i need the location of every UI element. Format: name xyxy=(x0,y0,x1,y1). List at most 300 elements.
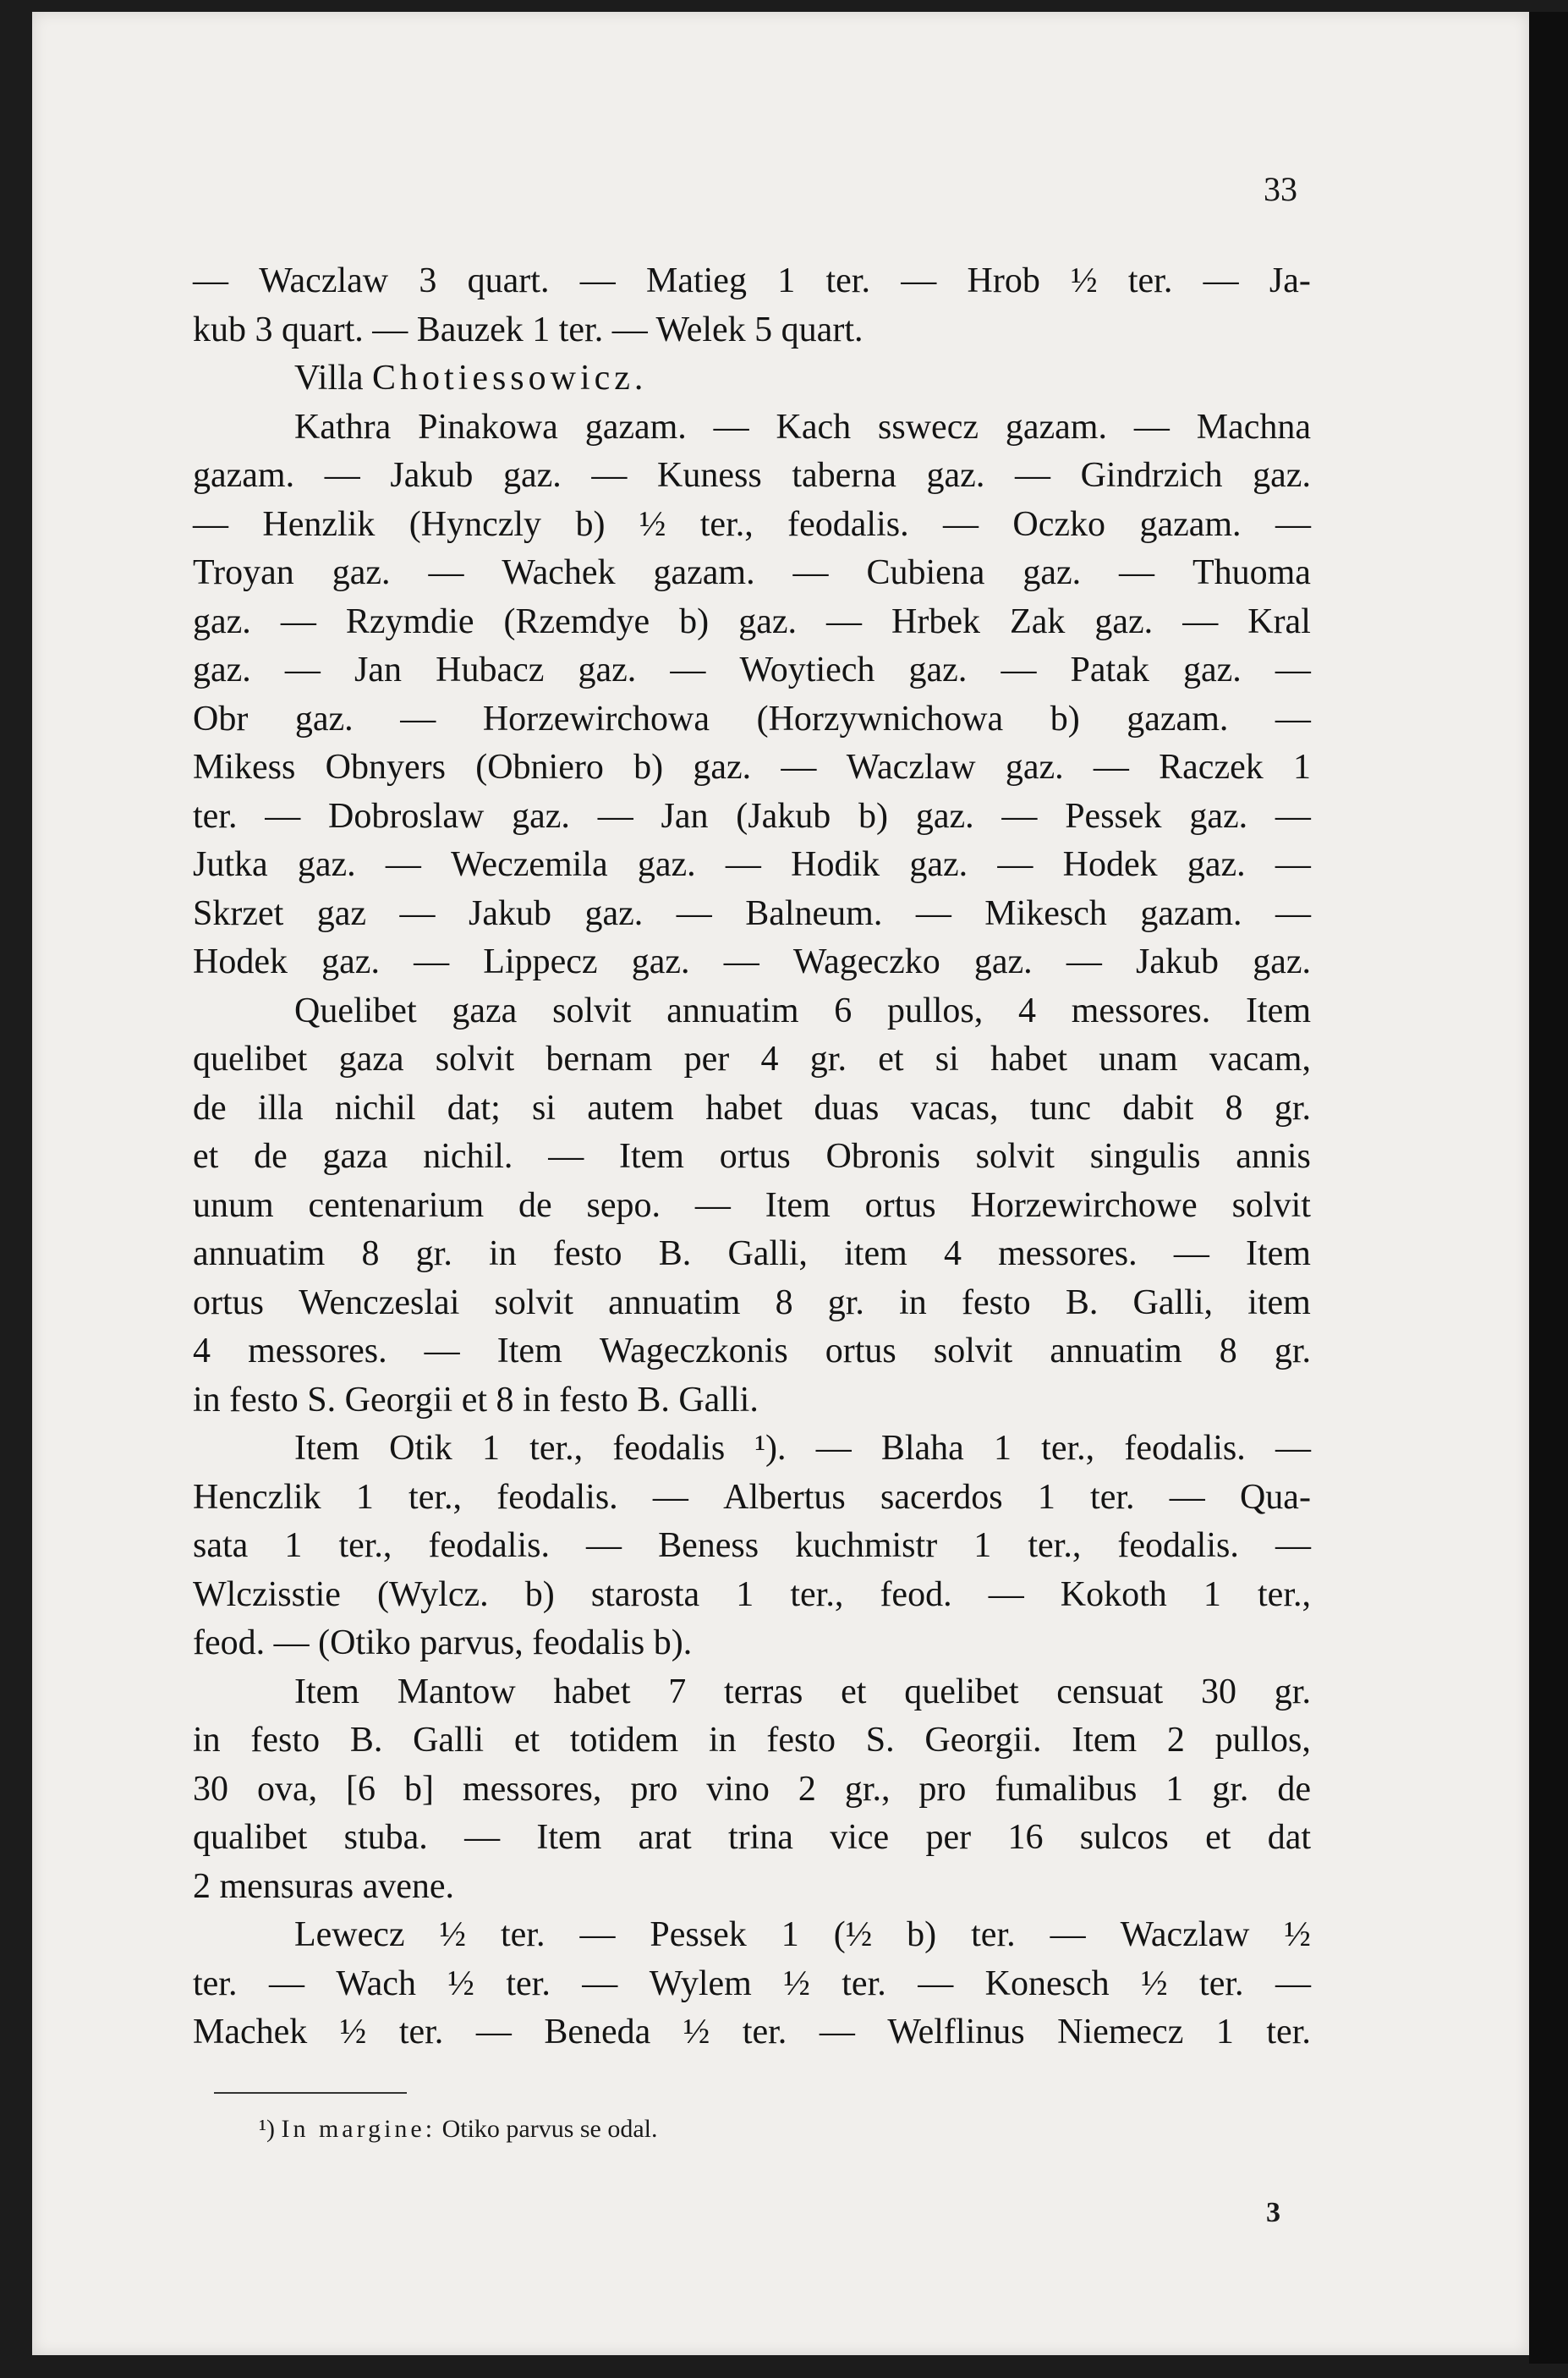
word: ter. xyxy=(825,261,870,300)
word: gr., xyxy=(844,1769,891,1809)
word: Galli xyxy=(413,1721,485,1760)
word: Weczemila xyxy=(451,845,608,884)
word: Hodik xyxy=(791,845,880,884)
word: ter. xyxy=(971,1915,1016,1954)
word: B. xyxy=(1065,1282,1099,1322)
text-line xyxy=(193,2008,1311,2057)
word: vacam, xyxy=(1209,1040,1311,1079)
word: 30 xyxy=(193,1769,228,1809)
word: ter. xyxy=(398,2013,444,2051)
text-line xyxy=(193,695,1311,744)
word: taberna xyxy=(792,456,896,495)
word: Item xyxy=(765,1185,831,1225)
word: 8 xyxy=(361,1234,380,1273)
word: — xyxy=(1001,651,1037,689)
word: centenarium xyxy=(308,1185,485,1225)
word: 8 xyxy=(775,1282,793,1322)
word: Dobroslaw xyxy=(328,796,485,836)
heading-place-name: Chotiessowicz. xyxy=(371,359,648,398)
word: gr. xyxy=(827,1282,864,1322)
word: 1 xyxy=(284,1526,303,1565)
word: annuatim xyxy=(193,1234,326,1273)
word: festo xyxy=(961,1282,1031,1322)
word: dat xyxy=(1267,1818,1311,1857)
word: Horzewirchowa xyxy=(482,699,710,739)
word: Jakub xyxy=(469,893,551,933)
word: — xyxy=(943,504,979,544)
word: S. xyxy=(865,1721,895,1760)
word: ter., xyxy=(1258,1574,1311,1614)
word: — xyxy=(815,1429,852,1468)
word: gaz. xyxy=(1253,456,1311,495)
word: pro xyxy=(918,1769,967,1809)
word: — xyxy=(597,796,633,836)
word: gazam. xyxy=(1127,699,1229,739)
word: annuatim xyxy=(1050,1332,1182,1370)
text-line xyxy=(193,404,1311,453)
word: Albertus xyxy=(723,1477,846,1517)
word: — xyxy=(385,845,421,884)
word: — xyxy=(586,1526,622,1565)
word: censuat xyxy=(1056,1672,1164,1711)
word: ½ xyxy=(783,1963,810,2003)
word: habet xyxy=(553,1672,631,1711)
word: 2 xyxy=(798,1769,816,1809)
word: sepo. xyxy=(586,1185,661,1225)
word: — xyxy=(1014,456,1050,495)
word: Obronis xyxy=(825,1137,940,1176)
word: Niemecz xyxy=(1057,2013,1184,2051)
word: singulis xyxy=(1089,1137,1201,1176)
word: de xyxy=(254,1137,288,1176)
word: Gindrzich xyxy=(1080,456,1223,495)
word: 30 xyxy=(1201,1672,1237,1711)
text-line xyxy=(193,501,1311,550)
word: gaz. xyxy=(738,601,797,641)
word: (Hynczly xyxy=(408,504,542,544)
word: Hodek xyxy=(1062,845,1158,884)
word: 1 xyxy=(1203,1574,1221,1614)
scan-edge xyxy=(1529,12,1568,2364)
word: illa xyxy=(257,1088,304,1128)
text-line xyxy=(193,1327,1311,1376)
word: ter. xyxy=(842,1963,886,2003)
word: et xyxy=(1205,1818,1231,1857)
word: Kach xyxy=(776,407,852,447)
word: ter. xyxy=(1090,1477,1135,1517)
word: Otik xyxy=(389,1429,452,1468)
word: messores. xyxy=(1071,991,1211,1030)
word: gr. xyxy=(1274,1672,1311,1711)
word: quelibet xyxy=(193,1040,308,1079)
word: Pinakowa xyxy=(418,407,558,447)
word: — xyxy=(1203,261,1239,300)
word: gaz. xyxy=(631,942,690,981)
word: Waczlaw xyxy=(846,748,976,787)
word: 2 xyxy=(1166,1721,1185,1760)
word: in xyxy=(899,1282,927,1322)
word: terras xyxy=(724,1672,803,1711)
word: Waczlaw xyxy=(1120,1915,1250,1954)
word: — xyxy=(400,699,436,739)
word: Jakub xyxy=(1136,942,1220,981)
footnote-text: Otiko parvus se odal. xyxy=(441,2115,658,2143)
word: et xyxy=(513,1721,540,1760)
word: [6 xyxy=(346,1769,376,1809)
word: Jan xyxy=(354,651,403,689)
word: Henczlik xyxy=(193,1477,321,1517)
word: item xyxy=(844,1234,907,1273)
word: — xyxy=(694,1185,731,1225)
word: ½ xyxy=(1071,261,1098,300)
word: — xyxy=(280,601,316,641)
word: b) xyxy=(575,504,606,544)
text-line: 2 mensuras avene. xyxy=(193,1866,455,1906)
word: — xyxy=(1133,407,1170,447)
word: Oczko xyxy=(1012,504,1106,544)
word: pullos, xyxy=(887,991,984,1030)
word: (½ xyxy=(833,1915,873,1954)
word: Obr xyxy=(193,699,249,739)
word: — xyxy=(428,553,464,592)
text-line xyxy=(193,549,1311,598)
word: Patak xyxy=(1070,651,1149,689)
word: ter., xyxy=(1028,1526,1082,1565)
text-line xyxy=(193,1425,1311,1474)
word: Qua- xyxy=(1239,1477,1311,1517)
word: — xyxy=(1275,699,1311,739)
word: gaz. xyxy=(1005,748,1064,787)
word: — xyxy=(475,2013,512,2051)
word: de xyxy=(1277,1769,1311,1809)
word: — xyxy=(819,2013,855,2051)
word: ter. xyxy=(501,1915,546,1954)
word: Mantow xyxy=(397,1672,516,1711)
word: Item xyxy=(1246,1234,1311,1273)
word: — xyxy=(713,407,749,447)
text-line xyxy=(193,744,1311,793)
word: — xyxy=(1173,1234,1209,1273)
word: sacerdos xyxy=(880,1477,1003,1517)
word: ½ xyxy=(1141,1963,1168,2003)
footnote xyxy=(259,2115,658,2144)
word: nichil. xyxy=(423,1137,513,1176)
word: gaza xyxy=(338,1040,404,1079)
word: — xyxy=(997,845,1033,884)
word: 1 xyxy=(481,1429,500,1468)
word: sata xyxy=(193,1526,249,1565)
word: Raczek xyxy=(1159,748,1264,787)
word: b) xyxy=(907,1915,937,1954)
word: Wylem xyxy=(649,1963,752,2003)
word: Wageczko xyxy=(792,942,940,981)
word: — xyxy=(1275,504,1311,544)
text-line xyxy=(193,1230,1311,1279)
word: gaz. xyxy=(294,699,354,739)
word: ter. xyxy=(193,1963,238,2003)
word: 1 xyxy=(1215,2013,1234,2051)
word: (Wylcz. xyxy=(377,1574,489,1614)
word: b) xyxy=(633,748,664,787)
word: (Rzemdye xyxy=(503,601,650,641)
word: ter. xyxy=(742,2013,787,2051)
word: ½ xyxy=(339,2013,367,2051)
word: ½ xyxy=(439,1915,467,1954)
word: gaz. xyxy=(321,942,380,981)
word: gaz. xyxy=(1187,845,1246,884)
word: Item xyxy=(294,1672,359,1711)
word: Jakub xyxy=(390,456,474,495)
word: gazam. xyxy=(1140,893,1242,933)
word: stuba. xyxy=(343,1818,428,1857)
word: ter., xyxy=(338,1526,392,1565)
word: Pessek xyxy=(650,1915,747,1954)
word: gr. xyxy=(415,1234,452,1273)
word: totidem xyxy=(569,1721,679,1760)
word: — xyxy=(1275,1963,1311,2003)
word: — xyxy=(1275,845,1311,884)
word: — xyxy=(265,796,301,836)
word: annis xyxy=(1236,1137,1311,1176)
word: gaz. xyxy=(909,845,968,884)
word: sulcos xyxy=(1079,1818,1169,1857)
word: 3 xyxy=(419,261,437,300)
word: b) xyxy=(524,1574,555,1614)
text-line xyxy=(193,938,1311,987)
word: — xyxy=(652,1477,688,1517)
text-line xyxy=(193,1716,1311,1766)
word: unum xyxy=(193,1185,274,1225)
word: 8 xyxy=(1225,1088,1243,1128)
word: festo xyxy=(766,1721,836,1760)
text-line xyxy=(193,257,1311,306)
word: ortus xyxy=(825,1332,896,1370)
word: dabit xyxy=(1122,1088,1194,1128)
word: 7 xyxy=(668,1672,687,1711)
word: — xyxy=(1275,893,1311,933)
text-line xyxy=(193,1814,1311,1863)
word: Woytiech xyxy=(739,651,875,689)
word: messores. xyxy=(248,1332,387,1370)
word: gaz. xyxy=(1253,942,1311,981)
word: — xyxy=(1275,1526,1311,1565)
word: — xyxy=(1093,748,1129,787)
word: gaz. xyxy=(1189,796,1248,836)
word: Galli, xyxy=(727,1234,808,1273)
word: gaza xyxy=(322,1137,388,1176)
word: gaz. xyxy=(502,456,562,495)
word: feodalis. xyxy=(1117,1526,1239,1565)
word: gaz. xyxy=(973,942,1033,981)
word: 1 xyxy=(973,1526,992,1565)
word: Obnyers xyxy=(325,748,446,787)
word: Quelibet xyxy=(294,991,417,1030)
word: — xyxy=(1050,1915,1086,1954)
word: — xyxy=(193,261,228,300)
word: annuatim xyxy=(666,991,799,1030)
word: gazam. xyxy=(653,553,755,592)
footnote-marker: ¹) xyxy=(259,2115,275,2143)
word: b) xyxy=(679,601,710,641)
word: bernam xyxy=(546,1040,653,1079)
word: Georgii. xyxy=(924,1721,1042,1760)
word: Zak xyxy=(1010,601,1066,641)
word: B. xyxy=(349,1721,383,1760)
word: Kral xyxy=(1247,601,1311,641)
word: solvit xyxy=(975,1137,1055,1176)
word: Wach xyxy=(336,1963,416,2003)
word: Hubacz xyxy=(436,651,545,689)
word: gaz xyxy=(316,893,367,933)
word: sswecz xyxy=(878,407,979,447)
body-text xyxy=(193,257,1311,2057)
text-line xyxy=(193,987,1311,1036)
text-line xyxy=(193,1279,1311,1328)
word: Troyan xyxy=(193,553,294,592)
word: ter., xyxy=(699,504,754,544)
word: dat; xyxy=(447,1088,501,1128)
word: Machek xyxy=(193,2013,308,2051)
word: 1 xyxy=(1165,1769,1184,1809)
word: — xyxy=(324,456,360,495)
word: Cubiena xyxy=(866,553,985,592)
word: arat xyxy=(638,1818,692,1857)
word: per xyxy=(683,1040,730,1079)
book-page xyxy=(32,12,1529,2355)
word: 4 xyxy=(193,1332,211,1370)
word: Beneda xyxy=(544,2013,651,2051)
word: Welflinus xyxy=(887,2013,1025,2051)
text-line xyxy=(193,1911,1311,1960)
word: feod. xyxy=(880,1574,952,1614)
word: feodalis. xyxy=(428,1526,550,1565)
page-number: 33 xyxy=(1264,170,1297,208)
word: nichil xyxy=(334,1088,416,1128)
word: Hrob xyxy=(967,261,1040,300)
word: — xyxy=(1182,601,1219,641)
word: Skrzet xyxy=(193,893,284,933)
word: festo xyxy=(552,1234,622,1273)
word: habet xyxy=(705,1088,783,1128)
word: Kuness xyxy=(657,456,762,495)
word: item xyxy=(1247,1282,1311,1322)
word: — xyxy=(792,553,829,592)
word: solvit xyxy=(933,1332,1013,1370)
word: 4 xyxy=(760,1040,779,1079)
word: 1 xyxy=(777,261,796,300)
word: — xyxy=(915,893,951,933)
word: Machna xyxy=(1196,407,1311,447)
word: Wlczisstie xyxy=(193,1574,341,1614)
word: — xyxy=(1275,651,1311,689)
word: Mikesch xyxy=(984,893,1107,933)
text-line: feod. — (Otiko parvus, feodalis b). xyxy=(193,1623,693,1662)
text-line: kub 3 quart. — Bauzek 1 ter. — Welek 5 quart. xyxy=(193,310,863,349)
word: de xyxy=(193,1088,227,1128)
word: — xyxy=(1169,1477,1205,1517)
word: 1 xyxy=(1037,1477,1055,1517)
word: Mikess xyxy=(193,748,296,787)
word: feodalis. xyxy=(496,1477,618,1517)
word: vacas, xyxy=(910,1088,999,1128)
word: gr. xyxy=(1212,1769,1249,1809)
word: — xyxy=(676,893,712,933)
word: — xyxy=(988,1574,1024,1614)
word: quelibet xyxy=(904,1672,1019,1711)
text-line xyxy=(193,1571,1311,1620)
signature-mark: 3 xyxy=(1266,2197,1280,2228)
word: — xyxy=(424,1332,460,1370)
word: vino xyxy=(706,1769,770,1809)
word: 6 xyxy=(834,991,853,1030)
word: (Jakub xyxy=(736,796,831,836)
word: ova, xyxy=(256,1769,318,1809)
word: (Horzywnichowa xyxy=(756,699,1004,739)
word: 1 xyxy=(355,1477,374,1517)
word: trina xyxy=(727,1818,793,1857)
word: habet xyxy=(990,1040,1068,1079)
word: — xyxy=(399,893,436,933)
word: Jan xyxy=(661,796,709,836)
word: gr. xyxy=(809,1040,847,1079)
word: gaz. xyxy=(193,651,251,689)
word: — xyxy=(670,651,706,689)
word: Jutka xyxy=(193,845,268,884)
word: gr. xyxy=(1274,1332,1311,1370)
word: — xyxy=(268,1963,304,2003)
word: gaz. xyxy=(1094,601,1154,641)
word: Kathra xyxy=(294,407,392,447)
word: si xyxy=(532,1088,556,1128)
word: gaz. xyxy=(637,845,696,884)
word: gaz. xyxy=(915,796,974,836)
word: (Obniero xyxy=(475,748,604,787)
word: gaz. xyxy=(578,651,637,689)
word: — xyxy=(579,261,616,300)
word: et xyxy=(878,1040,904,1079)
word: Wenczeslai xyxy=(299,1282,460,1322)
word: Waczlaw xyxy=(259,261,389,300)
word: Wachek xyxy=(502,553,616,592)
word: solvit xyxy=(494,1282,573,1322)
word: feodalis xyxy=(612,1429,726,1468)
word: et xyxy=(193,1137,219,1176)
text-line xyxy=(193,890,1311,939)
word: 4 xyxy=(1018,991,1036,1030)
word: duas xyxy=(814,1088,880,1128)
word: solvit xyxy=(552,991,632,1030)
word: feodalis. xyxy=(787,504,909,544)
word: ortus xyxy=(864,1185,936,1225)
word: in xyxy=(489,1234,517,1273)
heading-word: Villa xyxy=(294,359,372,398)
word: Wageczkonis xyxy=(599,1332,788,1370)
word: tunc xyxy=(1029,1088,1092,1128)
word: — xyxy=(284,651,321,689)
section-heading-villa xyxy=(193,354,1311,404)
word: — xyxy=(901,261,937,300)
word: si xyxy=(935,1040,959,1079)
word: gazam. xyxy=(584,407,687,447)
text-line xyxy=(193,1474,1311,1523)
word: ter. xyxy=(1199,1963,1244,2003)
text-line: in festo S. Georgii et 8 in festo B. Galli. xyxy=(193,1380,759,1420)
word: — xyxy=(464,1818,501,1857)
word: — xyxy=(918,1963,954,2003)
word: messores, xyxy=(462,1769,602,1809)
word: b) xyxy=(858,796,889,836)
text-line xyxy=(193,1522,1311,1571)
